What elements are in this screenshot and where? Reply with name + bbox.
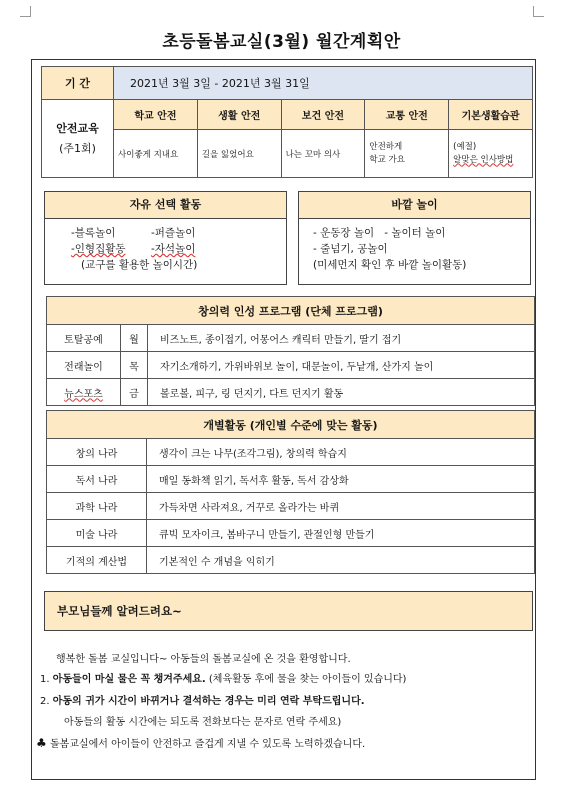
- free-play-line-3: (교구를 활용한 놀이시간): [81, 259, 198, 271]
- free-play-box: [44, 191, 287, 285]
- individual-activity-table: [46, 410, 535, 574]
- outdoor-heading: 바깥 놀이: [299, 192, 530, 219]
- individual-row-desc: 생각이 크는 나무(조각그림), 창의력 학습지: [147, 439, 535, 466]
- free-play-heading: 자유 선택 활동: [45, 192, 286, 219]
- notice-line-1-num: 1.: [40, 674, 50, 685]
- creative-row-day: 월: [121, 325, 148, 352]
- safety-col-head-life: 생활 안전: [197, 100, 281, 130]
- creative-row-desc: 볼로볼, 피구, 링 던지기, 다트 던지기 활동: [148, 379, 535, 406]
- safety-heading: [42, 100, 114, 178]
- notice-line-4: [36, 735, 365, 750]
- individual-row-desc: 기본적인 수 개념을 익히기: [147, 547, 535, 574]
- notice-heading-box: [44, 591, 533, 631]
- habit-line-1: (예절): [453, 141, 477, 152]
- creative-row-name: 토탈공예: [47, 325, 121, 352]
- traffic-line-1: 안전하게: [369, 141, 403, 152]
- creative-row-day: 목: [121, 352, 148, 379]
- individual-row-desc: 매일 동화책 읽기, 독서후 활동, 독서 감상화: [147, 466, 535, 493]
- notice-line-2-num: 2.: [40, 696, 50, 707]
- creative-row-day: 금: [121, 379, 148, 406]
- outdoor-line-1: - 운동장 놀이 - 놀이터 놀이: [313, 227, 446, 239]
- club-icon: ♣: [36, 736, 47, 750]
- notice-heading: 부모님들께 알려드려요~: [45, 592, 532, 630]
- safety-col-head-traffic: 교통 안전: [365, 100, 449, 130]
- safety-col-head-habit: 기본생활습관: [449, 100, 533, 130]
- individual-row-name: 미술 나라: [47, 520, 147, 547]
- page-title: 초등돌봄교실(3월) 월간계획안: [162, 32, 401, 52]
- individual-row-name: 창의 나라: [47, 439, 147, 466]
- period-safety-table: [41, 66, 533, 178]
- crop-mark-top-left: [20, 6, 31, 17]
- individual-row-name: 과학 나라: [47, 493, 147, 520]
- notice-line-welcome: 행복한 돌봄 교실입니다~ 아동들의 돌봄교실에 온 것을 환영합니다.: [56, 654, 351, 665]
- free-play-line-1: [71, 225, 276, 241]
- individual-row-desc: 가득차면 사라져요, 거꾸로 올라가는 바퀴: [147, 493, 535, 520]
- free-play-body: [45, 219, 286, 279]
- creative-row-name: [47, 379, 121, 406]
- outdoor-line-2: - 줄넘기, 공놀이: [313, 243, 388, 255]
- notice-line-1: [40, 670, 406, 685]
- notice-line-3: 아동들의 활동 시간에는 되도록 전화보다는 문자로 연락 주세요): [64, 717, 342, 728]
- outdoor-body: [299, 219, 530, 279]
- free-play-item-puzzle: -퍼즐놀이: [151, 227, 196, 239]
- safety-col-body-school: 사이좋게 지내요: [114, 130, 198, 178]
- safety-col-body-habit: [449, 130, 533, 178]
- habit-line-2: 알맞은 인사방법: [453, 154, 514, 165]
- notice-line-4-text: 돌봄교실에서 아이들이 안전하고 즐겁게 지낼 수 있도록 노력하겠습니다.: [49, 739, 366, 750]
- period-label: 기 간: [42, 67, 114, 100]
- creative-program-table: [46, 296, 535, 406]
- safety-col-body-traffic: [365, 130, 449, 178]
- creative-row-desc: 자기소개하기, 가위바위보 놀이, 대문놀이, 두낱개, 산가지 놀이: [148, 352, 535, 379]
- free-play-item-magnet: -자석놀이: [151, 243, 196, 255]
- period-value: 2021년 3월 3일 - 2021년 3월 31일: [114, 67, 533, 100]
- safety-title: 안전교육: [56, 121, 99, 135]
- free-play-item-block: -블록놀이: [71, 227, 116, 239]
- notice-line-2-bold: 아동의 귀가 시간이 바뀌거나 결석하는 경우는 미리 연락 부탁드립니다.: [52, 696, 365, 707]
- safety-col-head-school: 학교 안전: [114, 100, 198, 130]
- outdoor-box: [298, 191, 531, 285]
- safety-col-body-life: 길을 잃었어요: [197, 130, 281, 178]
- notice-line-1-rest: (체육활동 후에 물을 찾는 아이들이 있습니다): [205, 674, 407, 685]
- safety-col-head-health: 보건 안전: [281, 100, 365, 130]
- notice-line-2: [40, 692, 365, 707]
- free-play-line-2: [71, 241, 276, 257]
- creative-row-desc: 비즈노트, 종이접기, 어몽어스 캐릭터 만들기, 딸기 접기: [148, 325, 535, 352]
- creative-row-name: 전래놀이: [47, 352, 121, 379]
- individual-row-name: 독서 나라: [47, 466, 147, 493]
- safety-sub: (주1회): [59, 141, 96, 155]
- outdoor-line-3: (미세먼지 확인 후 바깥 놀이활동): [313, 259, 467, 271]
- free-play-item-dollhouse: -인형집활동: [71, 243, 126, 255]
- individual-heading: 개별활동 (개인별 수준에 맞는 활동): [47, 411, 535, 439]
- crop-mark-top-right: [533, 6, 544, 17]
- creative-row-name-text: 뉴스포츠: [64, 388, 103, 400]
- safety-col-body-health: 나는 꼬마 의사: [281, 130, 365, 178]
- individual-row-desc: 큐빅 모자이크, 봄바구니 만들기, 관절인형 만들기: [147, 520, 535, 547]
- individual-row-name: 기적의 계산법: [47, 547, 147, 574]
- creative-heading: 창의력 인성 프로그램 (단체 프로그램): [47, 297, 535, 325]
- notice-line-1-bold: 아동들이 마실 물은 꼭 챙겨주세요.: [52, 674, 206, 685]
- traffic-line-2: 학교 가요: [369, 154, 405, 165]
